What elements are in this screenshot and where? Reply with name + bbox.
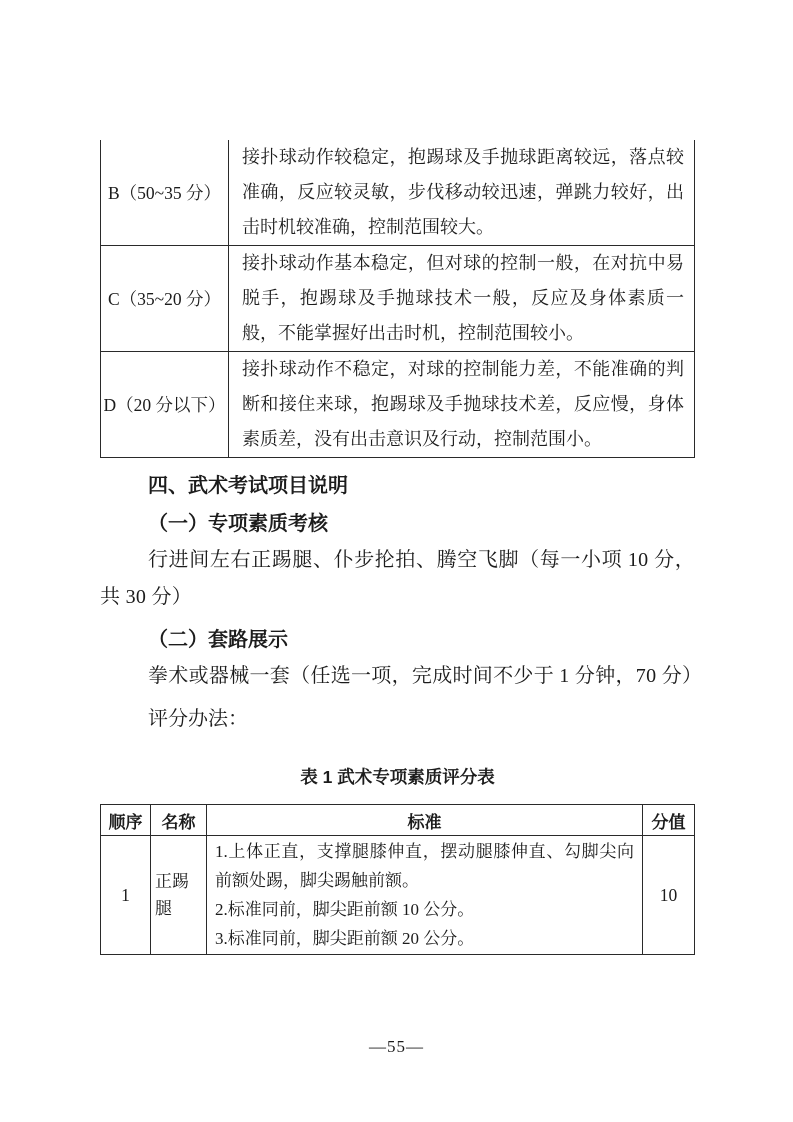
column-header-points: 分值 <box>643 805 695 836</box>
section-heading-wushu: 四、武术考试项目说明 <box>148 475 348 497</box>
paragraph-suzhi: 行进间左右正踢腿、仆步抡拍、腾空飞脚（每一小项 10 分，共 30 分） <box>100 549 695 608</box>
table-header-row <box>101 805 695 836</box>
scoring-method-label: 评分办法： <box>148 708 248 730</box>
grade-label-d: D（20 分以下） <box>101 352 229 458</box>
page-number: —55— <box>369 1037 424 1056</box>
standard-line-2: 2.标准同前，脚尖距前额 10 公分。 <box>215 900 475 919</box>
table-row <box>101 836 695 955</box>
grade-label-b: B（50~35 分） <box>101 140 229 246</box>
standard-line-3: 3.标准同前，脚尖距前额 20 公分。 <box>215 929 475 948</box>
table-row <box>101 352 695 458</box>
grade-description-c: 接扑球动作基本稳定，但对球的控制一般，在对抗中易脱手，抱踢球及手抛球技术一般，反应及身体素质一般，不能掌握好出击时机，控制范围较小。 <box>229 246 695 352</box>
order-value: 1 <box>101 836 151 955</box>
column-header-name: 名称 <box>151 805 207 836</box>
table-row <box>101 140 695 246</box>
table1-caption: 表 1 武术专项素质评分表 <box>300 767 495 787</box>
points-value: 10 <box>643 836 695 955</box>
paragraph-taolu: 拳术或器械一套（任选一项，完成时间不少于 1 分钟，70 分） <box>148 665 703 687</box>
standard-line-1: 1.上体正直，支撑腿膝伸直，摆动腿膝伸直、勾脚尖向前额处踢，脚尖踢触前额。 <box>215 842 634 890</box>
column-header-order: 顺序 <box>101 805 151 836</box>
table-row <box>101 246 695 352</box>
grade-label-c: C（35~20 分） <box>101 246 229 352</box>
exercise-name: 正踢腿 <box>151 836 207 955</box>
column-header-standard: 标准 <box>207 805 643 836</box>
wushu-score-table <box>100 804 695 955</box>
subsection-heading-suzhi: （一）专项素质考核 <box>148 513 328 535</box>
grade-description-b: 接扑球动作较稳定，抱踢球及手抛球距离较远，落点较准确，反应较灵敏，步伐移动较迅速，弹跳力较好，出击时机较准确，控制范围较大。 <box>229 140 695 246</box>
goalkeeper-grade-table <box>100 140 695 458</box>
standard-cell <box>207 836 643 955</box>
subsection-heading-taolu: （二）套路展示 <box>148 629 288 651</box>
grade-description-d: 接扑球动作不稳定，对球的控制能力差，不能准确的判断和接住来球，抱踢球及手抛球技术差，反应慢，身体素质差，没有出击意识及行动，控制范围小。 <box>229 352 695 458</box>
